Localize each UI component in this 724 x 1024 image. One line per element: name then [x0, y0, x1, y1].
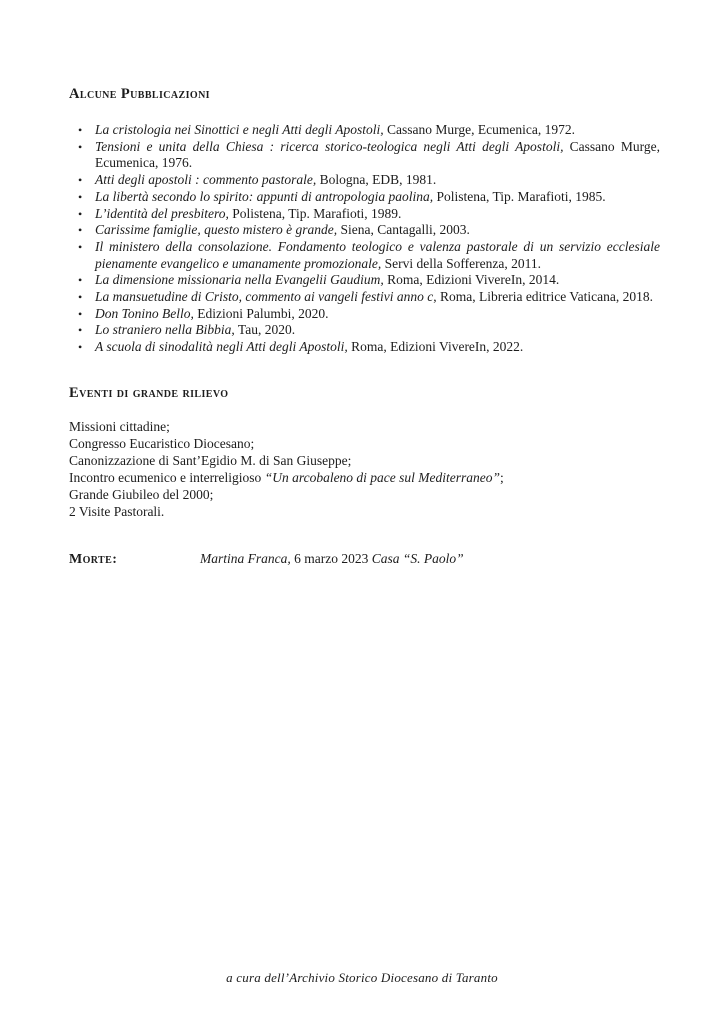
death-casa: Casa “S. Paolo” — [371, 550, 464, 566]
publication-publisher: , Tau, 2020. — [231, 322, 296, 338]
publication-item — [69, 339, 660, 356]
publication-item — [69, 139, 660, 172]
death-row — [69, 550, 660, 568]
publication-title: L’identità del presbitero, — [95, 205, 229, 221]
publication-item — [69, 289, 660, 306]
publication-publisher: Cassano Murge, Ecumenica, 1976. — [95, 138, 660, 171]
publication-title: Lo straniero nella Bibbia — [95, 322, 232, 338]
publication-title: La mansuetudine di Cristo, commento ai vangeli festivi anno c — [95, 289, 434, 305]
publication-item — [69, 122, 660, 139]
publication-item — [69, 206, 660, 223]
publication-item — [69, 172, 660, 189]
page-content — [69, 0, 660, 568]
publication-publisher: Servi della Sofferenza, 2011. — [381, 255, 541, 271]
publications-heading: Alcune Pubblicazioni — [69, 86, 210, 102]
footer-credit: a cura dell’Archivio Storico Diocesano di Taranto — [226, 970, 498, 985]
publication-item — [69, 239, 660, 272]
publication-publisher: Polistena, Tip. Marafioti, 1985. — [433, 188, 606, 204]
publication-title: Carissime famiglie, questo mistero è grande, — [95, 222, 338, 238]
death-place: Martina Franca, — [200, 550, 291, 566]
event-line: 2 Visite Pastorali. — [69, 503, 165, 519]
publication-item — [69, 322, 660, 339]
event-line: Congresso Eucaristico Diocesano; — [69, 435, 255, 451]
event-line: Grande Giubileo del 2000; — [69, 486, 214, 502]
publication-title: Il ministero della consolazione. Fondamento teologico e valenza pastorale di un servizio ecclesiale pienamente evangelico e umanamente promozionale, — [95, 238, 660, 271]
event-line-suffix: ; — [500, 469, 504, 485]
publications-list — [69, 122, 660, 356]
publication-publisher: Siena, Cantagalli, 2003. — [337, 222, 470, 238]
event-line-prefix: Incontro ecumenico e interreligioso — [69, 469, 265, 485]
publication-publisher: , Roma, Libreria editrice Vaticana, 2018. — [433, 289, 654, 305]
death-value — [200, 550, 464, 567]
events-list — [69, 418, 660, 520]
event-line: Missioni cittadine; — [69, 418, 170, 434]
event-line — [69, 469, 660, 486]
publication-title: Tensioni e unita della Chiesa : ricerca storico-teologica negli Atti degli Apostoli, — [95, 138, 564, 154]
publication-publisher: Roma, Edizioni VivereIn, 2014. — [383, 272, 560, 288]
death-date: 6 marzo 2023 — [290, 550, 372, 566]
publication-title: A scuola di sinodalità negli Atti degli Apostoli, — [95, 339, 348, 355]
publication-title: Atti degli apostoli : commento pastorale, — [95, 172, 317, 188]
death-label: Morte: — [69, 551, 118, 567]
publication-title: La cristologia nei Sinottici e negli Atti degli Apostoli, — [95, 122, 384, 137]
publication-title: La libertà secondo lo spirito: appunti di antropologia paolina, — [95, 188, 434, 204]
event-line: Canonizzazione di Sant’Egidio M. di San Giuseppe; — [69, 452, 352, 468]
publication-item — [69, 222, 660, 239]
event-line-quote: “Un arcobaleno di pace sul Mediterraneo” — [264, 469, 501, 485]
publication-publisher: Edizioni Palumbi, 2020. — [193, 305, 329, 321]
publication-publisher: Polistena, Tip. Marafioti, 1989. — [228, 205, 402, 221]
publication-title: Don Tonino Bello, — [95, 305, 194, 321]
publication-item — [69, 189, 660, 206]
events-heading: Eventi di grande rilievo — [69, 384, 229, 401]
publication-publisher: Bologna, EDB, 1981. — [316, 172, 437, 188]
publication-item — [69, 272, 660, 289]
publication-title: La dimensione missionaria nella Evangelii Gaudium, — [95, 272, 384, 288]
publication-item — [69, 306, 660, 323]
publication-publisher: Cassano Murge, Ecumenica, 1972. — [383, 122, 575, 137]
publication-publisher: Roma, Edizioni VivereIn, 2022. — [347, 339, 524, 355]
